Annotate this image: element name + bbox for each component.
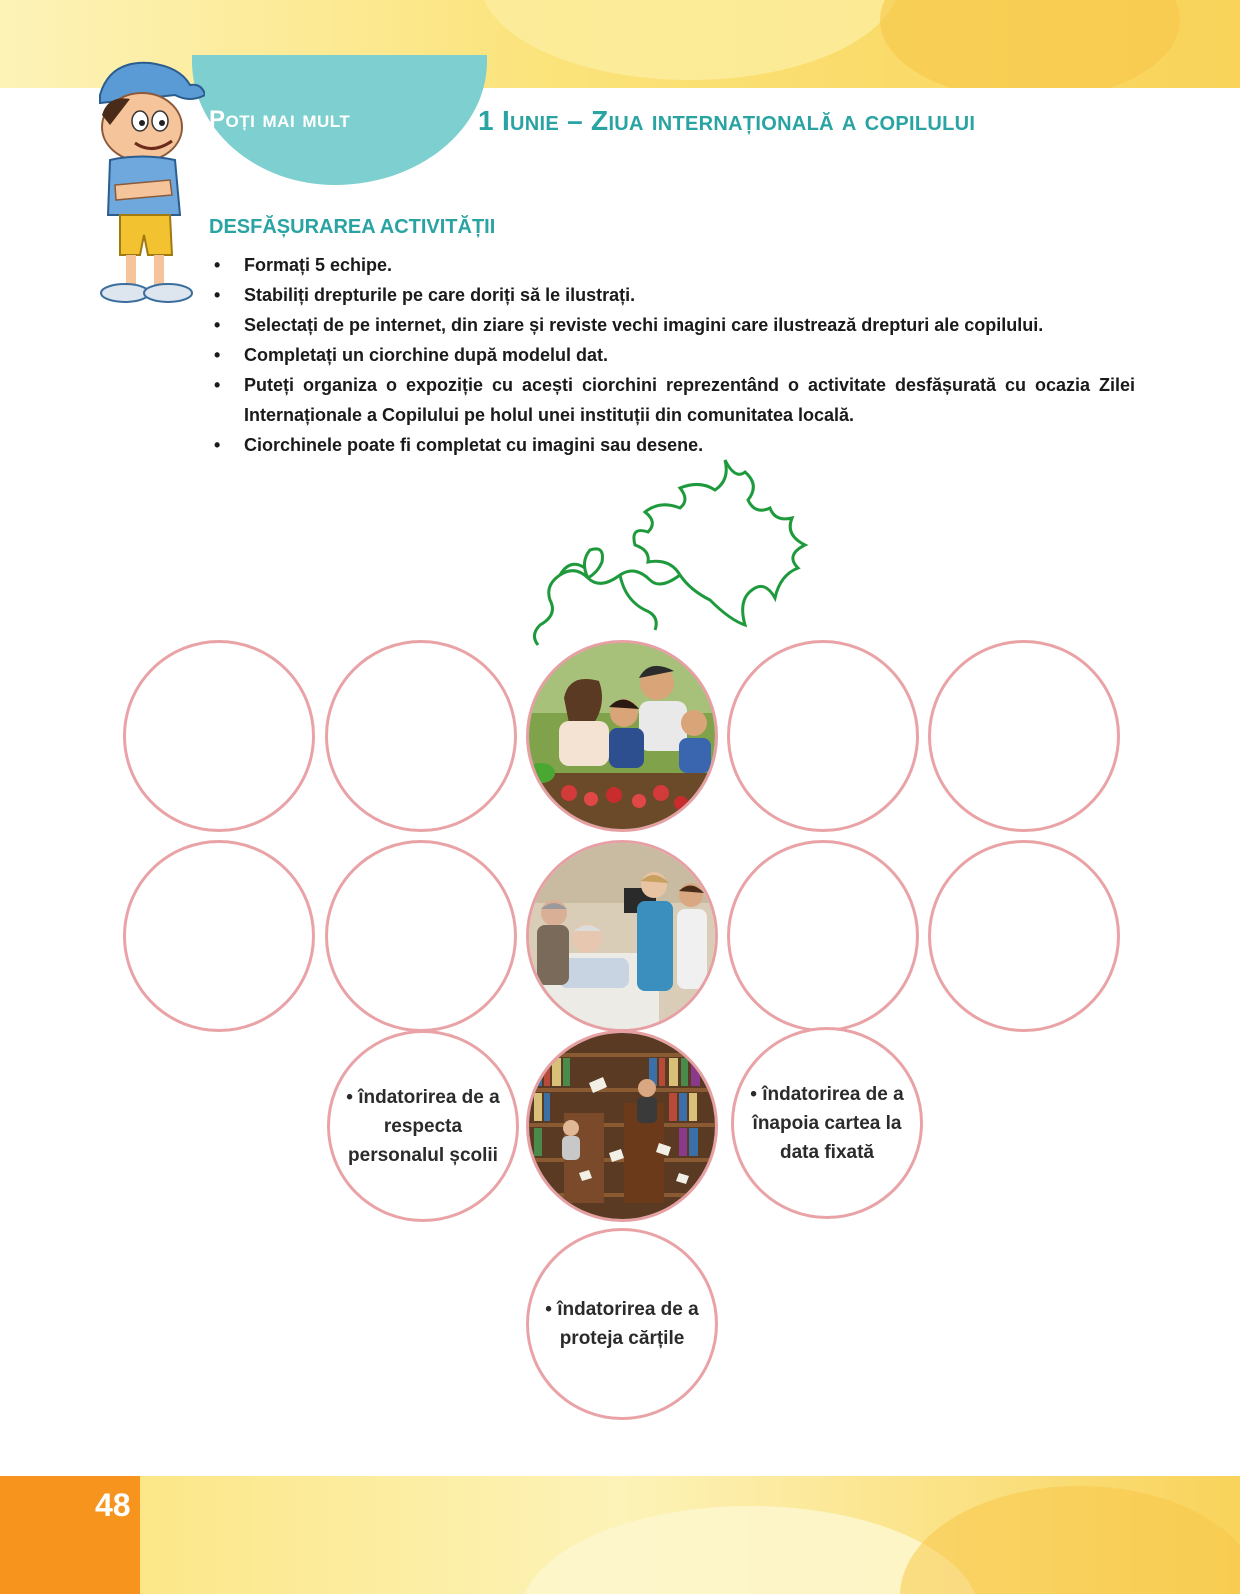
hospital-visit-photo bbox=[526, 840, 718, 1032]
duty-text: • îndatorirea de a proteja cărțile bbox=[545, 1299, 699, 1349]
empty-cluster-circle bbox=[123, 840, 315, 1032]
duty-circle-respect-staff bbox=[327, 1030, 519, 1222]
empty-cluster-circle bbox=[928, 640, 1120, 832]
grape-leaf-drawing bbox=[530, 450, 820, 660]
list-item: • Stabiliți drepturile pe care doriți să le ilustrați. bbox=[210, 280, 1135, 310]
boy-mascot-illustration bbox=[80, 55, 205, 305]
page-number: 48 bbox=[95, 1487, 131, 1523]
bottom-decorative-band bbox=[0, 1476, 1240, 1594]
family-gardening-photo bbox=[526, 640, 718, 832]
section-heading: DESFĂȘURAREA ACTIVITĂȚII bbox=[209, 216, 496, 238]
duty-circle-return-book bbox=[731, 1027, 923, 1219]
empty-cluster-circle bbox=[727, 840, 919, 1032]
list-item: • Ciorchinele poate fi completat cu imagini sau desene. bbox=[210, 430, 1135, 460]
page-title: 1 Iunie – Ziua internațională a copilului bbox=[478, 105, 976, 136]
list-item: • Selectați de pe internet, din ziare și reviste vechi imagini care ilustrează drepturi ale copilului. bbox=[210, 310, 1135, 340]
empty-cluster-circle bbox=[325, 640, 517, 832]
duty-text: • îndatorirea de a respecta personalul școlii bbox=[346, 1086, 500, 1166]
list-item: • Completați un ciorchine după modelul dat. bbox=[210, 340, 1135, 370]
library-books-photo bbox=[526, 1030, 718, 1222]
duty-text: • îndatorirea de a înapoia cartea la data fixată bbox=[750, 1083, 904, 1163]
list-item: • Formați 5 echipe. bbox=[210, 250, 1135, 280]
empty-cluster-circle bbox=[727, 640, 919, 832]
list-item: • Puteți organiza o expoziție cu acești ciorchini reprezentând o activitate desfășurată cu ocazia Zilei Internaționale a Copilului pe holul unei instituții din comunitatea locală. bbox=[210, 370, 1135, 430]
activity-bullet-list bbox=[210, 250, 1135, 460]
duty-circle-protect-books bbox=[526, 1228, 718, 1420]
header-label: Poți mai mult bbox=[209, 106, 351, 133]
empty-cluster-circle bbox=[325, 840, 517, 1032]
empty-cluster-circle bbox=[123, 640, 315, 832]
empty-cluster-circle bbox=[928, 840, 1120, 1032]
